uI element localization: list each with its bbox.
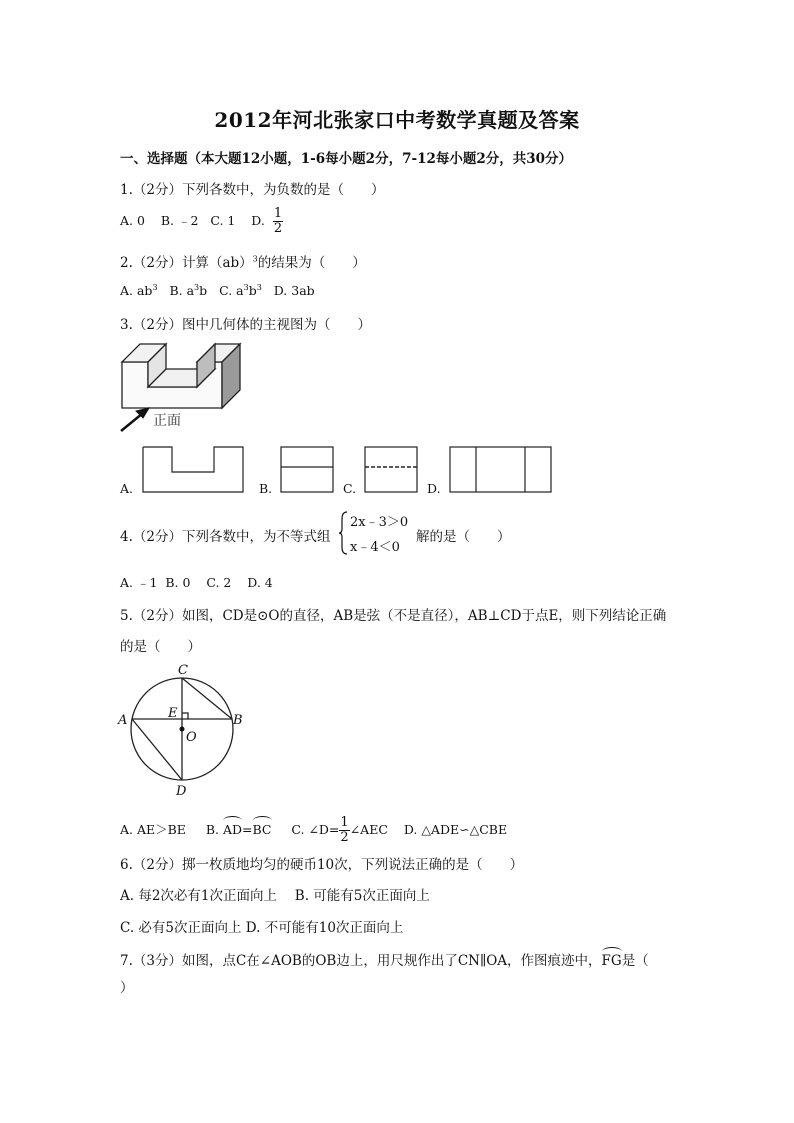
question-4-stem-pre: 4.（2分）下列各数中，为不等式组 <box>120 529 331 545</box>
section-heading: 一、选择题（本大题12小题，1-6每小题2分，7-12每小题2分，共30分） <box>120 151 573 167</box>
q5-point-d: D <box>176 784 187 799</box>
q2-option-b: B. $a^3b$ <box>169 283 208 299</box>
q3-option-b-label: B. <box>259 481 273 496</box>
q5-option-d: D. △ADE∽△CBE <box>403 822 508 837</box>
question-6-options-ab: A. 每2次必有1次正面向上 B. 可能有5次正面向上 <box>120 888 430 904</box>
q4-inequality-1: 2x﹣3＞0 <box>350 515 409 530</box>
q4-brace <box>339 511 349 555</box>
q1-option-a: A. 0 <box>120 213 145 228</box>
q5-point-e: E <box>168 706 178 721</box>
q3-option-d-label: D. <box>427 481 441 496</box>
question-4-options: A. ﹣1 B. 0 C. 2 D. 4 <box>120 575 273 590</box>
q2-option-c: C. $a^3b^3$ <box>219 283 262 299</box>
q5-circle-figure <box>116 662 256 798</box>
q5-point-a: A <box>118 713 128 728</box>
q5-option-a: A. AE＞BE <box>120 822 186 837</box>
q2-option-d: D. 3ab <box>273 283 315 299</box>
question-6-options-cd: C. 必有5次正面向上 D. 不可能有10次正面向上 <box>120 920 404 936</box>
q1-option-c: C. 1 <box>210 213 236 228</box>
question-2-options <box>120 283 315 298</box>
question-7-stem-line2: ） <box>120 980 134 996</box>
q5-point-c: C <box>178 663 188 678</box>
page-title: 2012年河北张家口中考数学真题及答案 <box>214 108 580 132</box>
question-5-options <box>120 816 507 845</box>
q3-option-b-figure <box>280 446 334 493</box>
question-1-options <box>120 207 283 236</box>
question-7-stem: 7.（3分）如图，点C在∠AOB的OB边上，用尺规作出了CN∥OA，作图痕迹中，FG是（ <box>120 953 649 969</box>
q5-option-c: C. ∠D= $\frac{1}{2}$ ∠AEC <box>291 815 388 845</box>
question-3-stem: 3.（2分）图中几何体的主视图为（ ） <box>120 317 371 333</box>
question-5-stem-line1: 5.（2分）如图，CD是⊙O的直径，AB是弦（不是直径），AB⊥CD于点E，则下列结论正确 <box>120 608 667 624</box>
question-6-stem: 6.（2分）掷一枚质地均匀的硬币10次，下列说法正确的是（ ） <box>120 857 524 873</box>
q4-inequality-2: x﹣4＜0 <box>350 540 400 555</box>
question-2-stem: 2.（2分）计算（ab）$^3$的结果为（ ） <box>120 254 366 271</box>
q3-option-d-figure <box>449 446 552 493</box>
q1-option-b: B. ﹣2 <box>160 213 199 228</box>
q5-option-b: B. AD=BC <box>205 822 272 837</box>
q1-option-d: D. <box>251 213 265 228</box>
q5-point-b: B <box>233 713 243 728</box>
q7-arc-fg: FG <box>601 953 622 969</box>
q5-point-o: O <box>186 730 197 745</box>
question-4-stem-post: 解的是（ ） <box>416 529 511 545</box>
question-1-stem: 1.（2分）下列各数中，为负数的是（ ） <box>120 182 385 198</box>
q3-solid-figure <box>115 340 255 435</box>
q3-option-c-label: C. <box>343 481 357 496</box>
question-5-stem-line2: 的是（ ） <box>120 639 201 655</box>
q1-option-d-fraction: $\frac{1}{2}$ <box>273 206 283 236</box>
q3-front-label: 正面 <box>153 413 181 429</box>
q3-option-a-figure <box>142 446 244 493</box>
q2-option-a: A. $ab^3$ <box>120 283 158 299</box>
q3-option-c-figure <box>364 446 418 493</box>
q3-option-a-label: A. <box>120 481 134 496</box>
